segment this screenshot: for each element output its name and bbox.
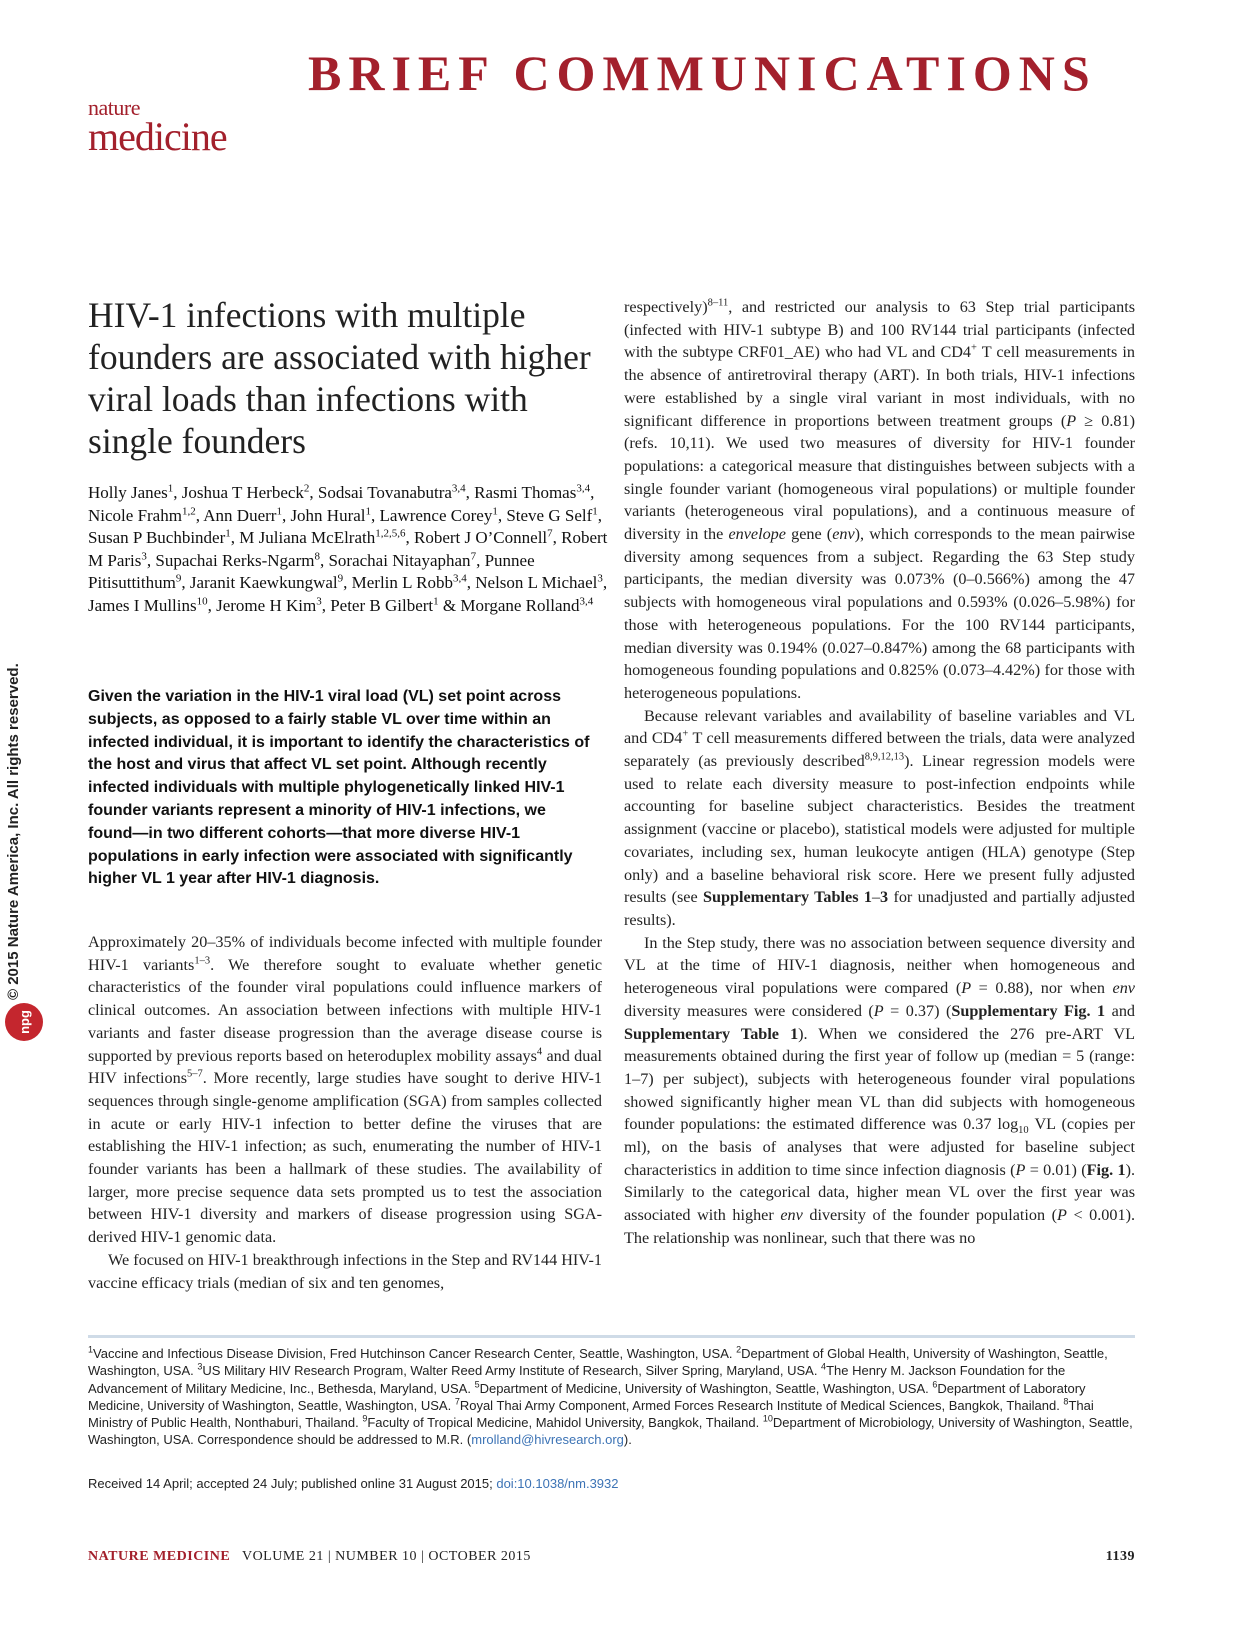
received-dates: [88, 1476, 1138, 1491]
received-text: Received 14 April; accepted 24 July; published online 31 August 2015;: [88, 1476, 497, 1491]
paragraph: In the Step study, there was no association between sequence diversity and VL at the time of HIV-1 diagnosis, neither when homogeneous and heterogeneous viral populations were compared (P = 0.88), nor when env diversity measures were considered (P = 0.37) (Supplementary Fig. 1 and Supplementary Table 1). When we considered the 276 pre-ART VL measurements obtained during the first year of follow up (median = 5 (range: 1–7) per subject), subjects with heterogeneous founder viral populations showed significantly higher mean VL than did subjects with homogeneous founder populations: the estimated difference was 0.37 $\log_{10}$ VL (copies per ml), on the basis of analyses that were adjusted for baseline subject characteristics in addition to time since infection diagnosis (P = 0.01) (Fig. 1). Similarly to the categorical data, higher mean VL over the first year was associated with higher env diversity of the founder population (P < 0.001). The relationship was nonlinear, such that there was no: [624, 933, 1136, 1247]
body-column-left: [88, 931, 602, 1294]
paragraph: We focused on HIV-1 breakthrough infections in the Step and RV144 HIV-1 vaccine efficacy trials (median of six and ten genomes,: [88, 1250, 602, 1292]
body-column-right: [624, 296, 1135, 1250]
logo-line-nature: nature: [88, 95, 140, 120]
footer-journal: NATURE MEDICINE: [88, 1549, 231, 1564]
paragraph: Because relevant variables and availability of baseline variables and VL and CD4+ T cell measurements differed between the trials, data were analyzed separately (as previously described$^{8,9,12,13}$). Linear regression models were used to relate each diversity measure to post-infection endpoints while accounting for baseline subject characteristics. Besides the treatment assignment (vaccine or placebo), statistical models were adjusted for multiple covariates, including sex, human leukocyte antigen (HLA) genotype (Step only) and a baseline behavioral risk score. Here we present fully adjusted results (see Supplementary Tables 1–3 for unadjusted and partially adjusted results).: [624, 706, 1136, 929]
logo-line-medicine: medicine: [88, 114, 227, 159]
paragraph: respectively)$^{8-11}$, and restricted our analysis to 63 Step trial participants (infected with HIV-1 subtype B) and 100 RV144 trial participants (infected with the subtype CRF01_AE) who had VL and CD4+ T cell measurements in the absence of antiretroviral therapy (ART). In both trials, HIV-1 infections were established by a single viral variant in most individuals, with no significant difference in proportions between treatment groups (P ≥ 0.81) (refs. 10,11). We used two measures of diversity for HIV-1 founder populations: a categorical measure that distinguishes between subjects with a single founder variant (homogeneous viral populations) or multiple founder variants (heterogeneous viral populations), and a continuous measure of diversity in the envelope gene (env), which corresponds to the mean pairwise diversity among sequences from a subject. Regarding the 63 Step study participants, the median diversity was 0.073% (0–0.566%) among the 47 subjects with homogeneous viral populations and 0.593% (0.026–5.98%) for those with heterogeneous populations. For the 100 RV144 participants, median diversity was 0.194% (0.027–0.847%) among the 68 participants with homogeneous founding populations and 0.825% (0.073–4.42%) for those with heterogeneous populations.: [624, 297, 1135, 702]
journal-logo: [88, 95, 227, 159]
copyright-notice: © 2015 Nature America, Inc. All rights reserved.: [5, 663, 22, 1000]
correspondence-email-link[interactable]: mrolland@hivresearch.org: [471, 1432, 624, 1448]
paragraph: Approximately 20–35% of individuals become infected with multiple founder HIV-1 variants$^{1-3}$. We therefore sought to evaluate whether genetic characteristics of the founder viral populations could influence markers of clinical outcomes. An association between infections with multiple HIV-1 variants and faster disease progression than the average disease course is supported by previous reports based on heteroduplex mobility assays$^4$ and dual HIV infections$^{5-7}$. More recently, large studies have sought to derive HIV-1 sequences through single-genome amplification (SGA) from samples collected in acute or early HIV-1 infection to better define the viruses that are establishing the HIV-1 infection; as such, enumerating the number of HIV-1 founder variants has been a hallmark of these studies. The availability of larger, more precise sequence data sets prompted us to test the association between HIV-1 diversity and markers of disease progression using SGA-derived HIV-1 genomic data.: [88, 933, 603, 1247]
article-title: HIV-1 infections with multiple founders are associated with higher viral loads than infections with single founders: [88, 295, 591, 461]
doi-link[interactable]: doi:10.1038/nm.3932: [496, 1476, 619, 1491]
page-footer: [88, 1549, 1135, 1565]
footer-issue: VOLUME 21 | NUMBER 10 | OCTOBER 2015: [241, 1549, 531, 1564]
author-list: Holly Janes$^1$, Joshua T Herbeck$^2$, Sodsai Tovanabutra$^{3,4}$, Rasmi Thomas$^{3,4}$, Nicole Frahm$^{1,2}$, Ann Duerr$^1$, John Hural$^1$, Lawrence Corey$^1$, Steve G Self$^1$, Susan P Buchbinder$^1$, M Juliana McElrath$^{1,2,5,6}$, Robert J O’Connell$^7$, Robert M Paris$^3$, Supachai Rerks-Ngarm$^8$, Sorachai Nitayaphan$^7$, Punnee Pitisuttithum$^9$, Jaranit Kaewkungwal$^9$, Merlin L Robb$^{3,4}$, Nelson L Michael$^3$, James I Mullins$^{10}$, Jerome H Kim$^3$, Peter B Gilbert$^1$ & Morgane Rolland$^{3,4}$: [88, 482, 608, 615]
page-number: 1139: [1105, 1549, 1135, 1564]
footnote-divider: [88, 1335, 1135, 1338]
section-heading: BRIEF COMMUNICATIONS: [308, 45, 1097, 101]
abstract: Given the variation in the HIV-1 viral load (VL) set point across subjects, as opposed to a fairly stable VL over time within an infected individual, it is important to identify the characteristics of the host and virus that affect VL set point. Although recently infected individuals with multiple phylogenetically linked HIV-1 founder variants represent a minority of HIV-1 infections, we found—in two different cohorts—that more diverse HIV-1 populations in early infection were associated with significantly higher VL 1 year after HIV-1 diagnosis.: [88, 688, 590, 888]
affiliations: $^1$Vaccine and Infectious Disease Division, Fred Hutchinson Cancer Research Center, Seattle, Washington, USA. $^2$Department of Global Health, University of Washington, Seattle, Washington, USA. $^3$US Military HIV Research Program, Walter Reed Army Institute of Research, Silver Spring, Maryland, USA. $^4$The Henry M. Jackson Foundation for the Advancement of Military Medicine, Inc., Bethesda, Maryland, USA. $^5$Department of Medicine, University of Washington, Seattle, Washington, USA. $^6$Department of Laboratory Medicine, University of Washington, Seattle, Washington, USA. $^7$Royal Thai Army Component, Armed Forces Research Institute of Medical Sciences, Bangkok, Thailand. $^8$Thai Ministry of Public Health, Nonthaburi, Thailand. $^9$Faculty of Tropical Medicine, Mahidol University, Bangkok, Thailand. $^{10}$Department of Microbiology, University of Washington, Seattle, Washington, USA. Correspondence should be addressed to M.R. (mrolland@hivresearch.org).: [88, 1344, 1133, 1448]
npg-logo-icon: npg: [5, 1003, 43, 1041]
